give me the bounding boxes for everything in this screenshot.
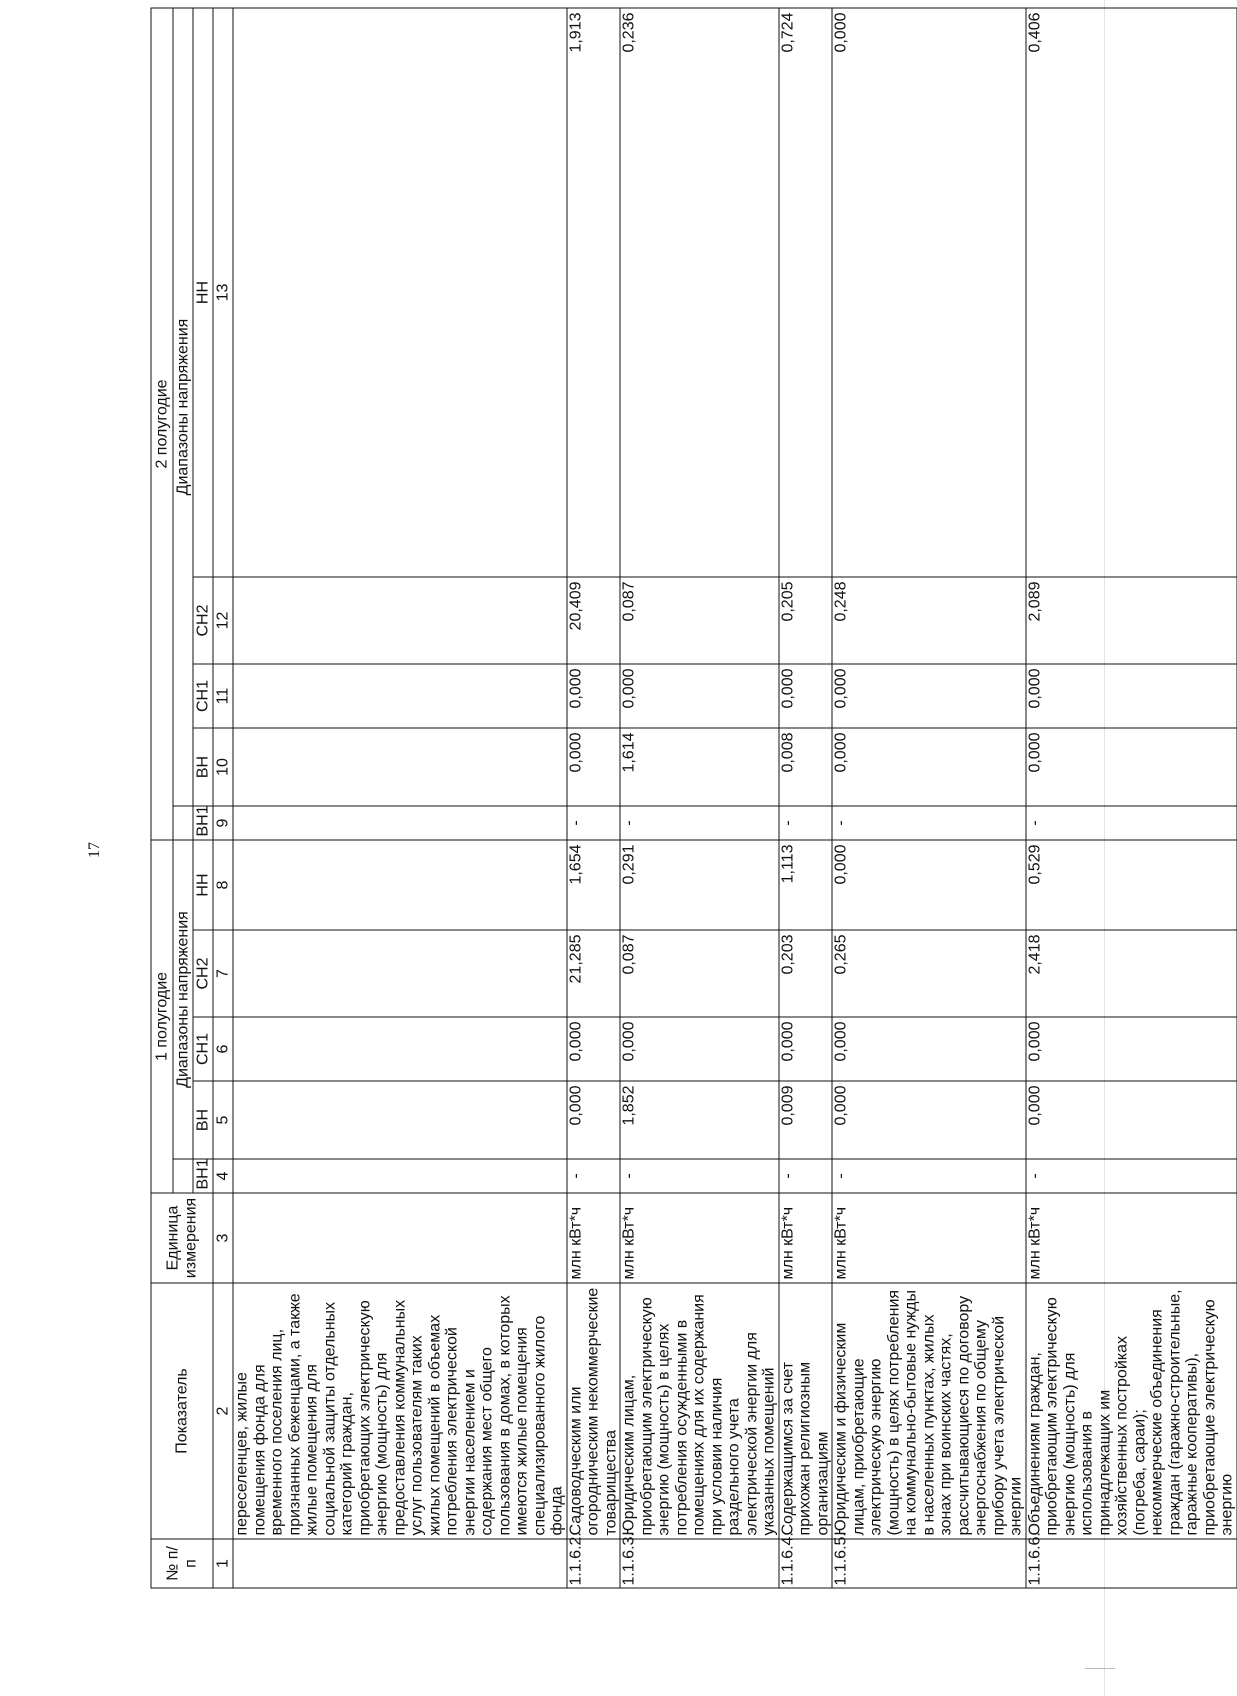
header-unit: Единица измерения xyxy=(151,1193,213,1283)
h1-vn1-value: - xyxy=(832,1159,1026,1193)
row-code: 1.1.6.2. xyxy=(566,1539,620,1588)
h2-nn-value: 0,236 xyxy=(620,8,779,577)
h2-sn1-value: 0,000 xyxy=(1025,664,1236,728)
h2-nn-value: 0,406 xyxy=(1025,8,1236,577)
header-h2-vn1: ВН1 xyxy=(193,806,213,840)
h1-sn1-value: 0,000 xyxy=(566,1017,620,1081)
header-half-2: 2 полугодие xyxy=(151,8,173,840)
row-description: Объединениям граждан, приобретающим электрическую энергию (мощность) для использования в принадлежащих им хозяйственных постройках (погреба, сараи); некоммерческие объединения граждан (гаражно-строительные, гаражные кооперативы), приобретающие электрическую энергию xyxy=(1025,1283,1236,1539)
h2-vn-value: 0,000 xyxy=(566,728,620,806)
cell xyxy=(233,8,567,577)
header-h2-nn: НН xyxy=(193,8,213,577)
h2-vn1-value: - xyxy=(566,806,620,840)
header-h1-sn1: СН1 xyxy=(193,1017,213,1081)
cell xyxy=(233,806,567,840)
h1-vn1-value: - xyxy=(1025,1159,1236,1193)
header-h1-nn: НН xyxy=(193,840,213,930)
header-h2-sn1: СН1 xyxy=(193,664,213,728)
h2-vn1-value: - xyxy=(832,806,1026,840)
h1-sn1-value: 0,000 xyxy=(778,1017,832,1081)
h2-sn1-value: 0,000 xyxy=(778,664,832,728)
h1-sn1-value: 0,000 xyxy=(832,1017,1026,1081)
h1-sn1-value: 0,000 xyxy=(1025,1017,1236,1081)
h2-sn1-value: 0,000 xyxy=(620,664,779,728)
row-code: 1.1.6.3. xyxy=(620,1539,779,1588)
header-gap-2 xyxy=(173,806,193,840)
row-code: 1.1.6.4. xyxy=(778,1539,832,1588)
header-h2-vn: ВН xyxy=(193,728,213,806)
row-unit: млн кВт*ч xyxy=(620,1193,779,1283)
table-row xyxy=(566,8,620,1588)
header-h1-vn1: ВН1 xyxy=(193,1159,213,1193)
header-half-1: 1 полугодие xyxy=(151,840,173,1193)
row-description: Содержащимся за счет прихожан религиозным организациям xyxy=(778,1283,832,1539)
cell xyxy=(233,577,567,664)
row-unit: млн кВт*ч xyxy=(778,1193,832,1283)
h1-vn-value: 0,000 xyxy=(832,1081,1026,1159)
h1-nn-value: 0,000 xyxy=(832,840,1026,930)
h2-sn1-value: 0,000 xyxy=(832,664,1026,728)
col-number: 5 xyxy=(213,1081,233,1159)
h1-sn1-value: 0,000 xyxy=(620,1017,779,1081)
header-number: № п/п xyxy=(151,1539,213,1588)
h1-vn1-value: - xyxy=(566,1159,620,1193)
h1-vn-value: 0,000 xyxy=(1025,1081,1236,1159)
h2-vn-value: 0,008 xyxy=(778,728,832,806)
header-gap-1 xyxy=(173,1159,193,1193)
header-indicator: Показатель xyxy=(151,1283,213,1539)
h2-sn1-value: 0,000 xyxy=(566,664,620,728)
cell xyxy=(233,1159,567,1193)
h1-vn-value: 1,852 xyxy=(620,1081,779,1159)
row-unit: млн кВт*ч xyxy=(1025,1193,1236,1283)
header-h2-sn2: СН2 xyxy=(193,577,213,664)
h2-vn-value: 0,000 xyxy=(832,728,1026,806)
cell xyxy=(233,664,567,728)
col-number: 9 xyxy=(213,806,233,840)
h2-vn-value: 1,614 xyxy=(620,728,779,806)
table-row-continuation xyxy=(233,8,567,1588)
h2-sn2-value: 0,087 xyxy=(620,577,779,664)
table-row xyxy=(1025,8,1236,1588)
h2-vn1-value: - xyxy=(778,806,832,840)
h1-vn-value: 0,000 xyxy=(566,1081,620,1159)
h1-sn2-value: 2,418 xyxy=(1025,930,1236,1017)
row-description: переселенцев, жилые помещения фонда для временного поселения лиц, признанных беженцами, а также жилые помещения для социальной защиты отдельных категорий граждан, приобретающих электрическую энергию (мощность) для предоставления коммунальных услуг пользователям таких жилых помещений в объемах потребления электрической энергии населением и содержания мест общего пользования в домах, в которых имеются жилые помещения специализированного жилого фонда xyxy=(233,1283,567,1539)
header-voltage-ranges-2: Диапазоны напряжения xyxy=(173,8,193,806)
h2-sn2-value: 20,409 xyxy=(566,577,620,664)
col-number: 13 xyxy=(213,8,233,577)
consumption-table xyxy=(150,7,1237,1588)
h2-nn-value: 0,724 xyxy=(778,8,832,577)
table-row xyxy=(832,8,1026,1588)
h1-sn2-value: 0,203 xyxy=(778,930,832,1017)
col-number: 6 xyxy=(213,1017,233,1081)
rotated-table-sheet xyxy=(150,12,1235,1588)
col-number: 7 xyxy=(213,930,233,1017)
table-row xyxy=(620,8,779,1588)
h2-nn-value: 1,913 xyxy=(566,8,620,577)
h2-sn2-value: 0,205 xyxy=(778,577,832,664)
h2-vn1-value: - xyxy=(620,806,779,840)
h1-vn-value: 0,009 xyxy=(778,1081,832,1159)
col-number: 2 xyxy=(213,1283,233,1539)
table-row xyxy=(778,8,832,1588)
row-unit: млн кВт*ч xyxy=(832,1193,1026,1283)
col-number: 3 xyxy=(213,1193,233,1283)
header-voltage-ranges-1: Диапазоны напряжения xyxy=(173,840,193,1159)
h1-nn-value: 0,291 xyxy=(620,840,779,930)
row-unit xyxy=(233,1193,567,1283)
cell xyxy=(233,728,567,806)
row-code: 1.1.6.5. xyxy=(832,1539,1026,1588)
h1-sn2-value: 21,285 xyxy=(566,930,620,1017)
row-code xyxy=(233,1539,567,1588)
page-number: 17 xyxy=(86,842,103,858)
col-number: 8 xyxy=(213,840,233,930)
col-number: 1 xyxy=(213,1539,233,1588)
col-number: 10 xyxy=(213,728,233,806)
row-code: 1.1.6.6. xyxy=(1025,1539,1236,1588)
h1-nn-value: 1,654 xyxy=(566,840,620,930)
h2-vn-value: 0,000 xyxy=(1025,728,1236,806)
column-numbers-row xyxy=(213,8,233,1588)
h1-vn1-value: - xyxy=(620,1159,779,1193)
h2-nn-value: 0,000 xyxy=(832,8,1026,577)
h2-vn1-value: - xyxy=(1025,806,1236,840)
row-description: Юридическим лицам, приобретающим электрическую энергию (мощность) в целях потребления осужденными в помещениях для их содержания при условии наличия раздельного учета электрической энергии для указанных помещений xyxy=(620,1283,779,1539)
h1-sn2-value: 0,265 xyxy=(832,930,1026,1017)
h1-nn-value: 1,113 xyxy=(778,840,832,930)
cell xyxy=(233,840,567,930)
header-h1-sn2: СН2 xyxy=(193,930,213,1017)
h1-sn2-value: 0,087 xyxy=(620,930,779,1017)
cell xyxy=(233,1081,567,1159)
col-number: 4 xyxy=(213,1159,233,1193)
h1-nn-value: 0,529 xyxy=(1025,840,1236,930)
header-row-1 xyxy=(151,8,173,1588)
header-h1-vn: ВН xyxy=(193,1081,213,1159)
cell xyxy=(233,1017,567,1081)
h2-sn2-value: 0,248 xyxy=(832,577,1026,664)
h2-sn2-value: 2,089 xyxy=(1025,577,1236,664)
row-description: Юридическим и физическим лицам, приобретающие электрическую энергию (мощность) в целях потребления на коммунально-бытовые нужды в населенных пунктах, жилых зонах при воинских частях, рассчитывающиеся по договору энергоснабжения по общему прибору учета электрической энергии xyxy=(832,1283,1026,1539)
scan-mark xyxy=(1085,1668,1115,1669)
col-number: 12 xyxy=(213,577,233,664)
row-unit: млн кВт*ч xyxy=(566,1193,620,1283)
h1-vn1-value: - xyxy=(778,1159,832,1193)
col-number: 11 xyxy=(213,664,233,728)
row-description: Садоводческим или огородническим некоммерческие товарищества xyxy=(566,1283,620,1539)
cell xyxy=(233,930,567,1017)
